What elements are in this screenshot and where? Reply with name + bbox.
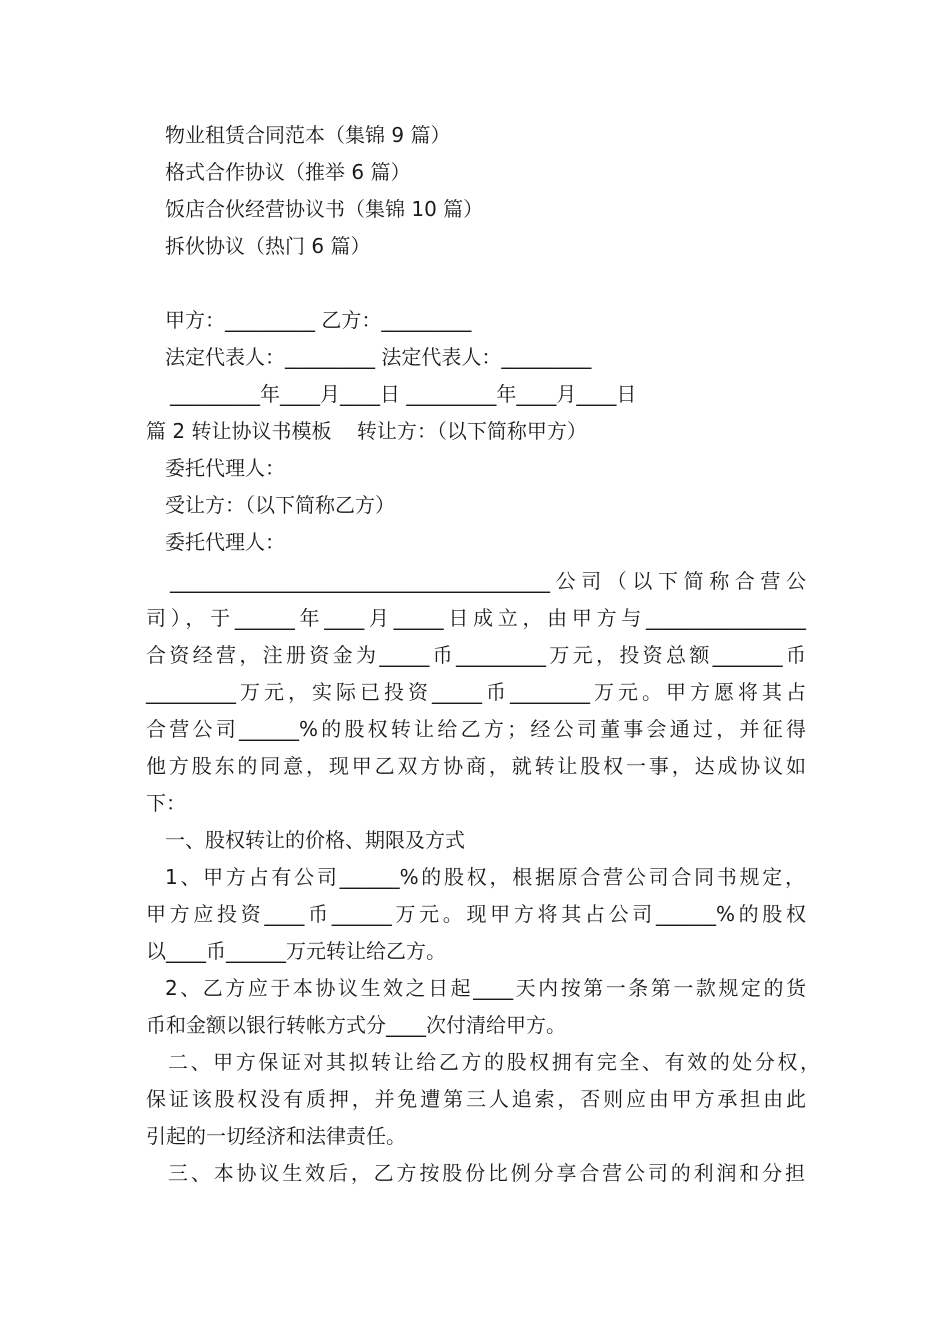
clause-3-line-1: 三、本协议生效后，乙方按股份比例分享合营公司的利润和分担 bbox=[168, 1161, 805, 1185]
signature-dates: _________年____月____日 _________年____月____日 bbox=[170, 382, 637, 406]
body-line-5: 合营公司______%的股权转让给乙方；经公司董事会通过，并征得 bbox=[146, 717, 806, 741]
body-line-1: ______________________________________公司（以下简称合营公 bbox=[170, 569, 806, 593]
body-line-6: 他方股东的同意，现甲乙双方协商，就转让股权一事，达成协议如 bbox=[146, 754, 806, 778]
clause-1-1-line-3: 以____币______万元转让给乙方。 bbox=[146, 939, 446, 963]
body-line-2: 司），于______年____月_____日成立，由甲方与________________ bbox=[146, 606, 806, 630]
clause-1-title: 一、股权转让的价格、期限及方式 bbox=[165, 828, 465, 852]
clause-1-1-line-2: 甲方应投资____币______万元。现甲方将其占公司______%的股权 bbox=[146, 902, 806, 926]
related-title-4: 拆伙协议（热门 6 篇） bbox=[165, 234, 371, 258]
body-line-7: 下： bbox=[146, 791, 186, 815]
signature-representatives: 法定代表人：_________ 法定代表人：_________ bbox=[165, 345, 592, 369]
related-title-1: 物业租赁合同范本（集锦 9 篇） bbox=[165, 123, 451, 147]
transferee-label: 受让方：（以下简称乙方） bbox=[165, 493, 395, 517]
section-heading: 篇 2 转让协议书模板 转让方：（以下简称甲方） bbox=[146, 419, 587, 443]
related-title-2: 格式合作协议（推举 6 篇） bbox=[165, 160, 411, 184]
body-line-3: 合资经营，注册资金为_____币_________万元，投资总额_______币 bbox=[146, 643, 806, 667]
clause-2-line-1: 二、甲方保证对其拟转让给乙方的股权拥有完全、有效的处分权， bbox=[168, 1050, 820, 1074]
clause-2-line-2: 保证该股权没有质押，并免遭第三人追索，否则应由甲方承担由此 bbox=[146, 1087, 806, 1111]
body-line-4: _________万元，实际已投资_____币________万元。甲方愿将其占 bbox=[146, 680, 806, 704]
clause-1-2-line-2: 币和金额以银行转帐方式分____次付清给甲方。 bbox=[146, 1013, 566, 1037]
clause-2-line-3: 引起的一切经济和法律责任。 bbox=[146, 1124, 406, 1148]
clause-1-2-line-1: 2、乙方应于本协议生效之日起____天内按第一条第一款规定的货 bbox=[165, 976, 806, 1000]
transferee-agent: 委托代理人： bbox=[165, 530, 285, 554]
signature-parties: 甲方：_________ 乙方：_________ bbox=[165, 308, 472, 332]
transferor-agent: 委托代理人： bbox=[165, 456, 285, 480]
related-title-3: 饭店合伙经营协议书（集锦 10 篇） bbox=[165, 197, 484, 221]
clause-1-1-line-1: 1、甲方占有公司______%的股权，根据原合营公司合同书规定， bbox=[165, 865, 805, 889]
